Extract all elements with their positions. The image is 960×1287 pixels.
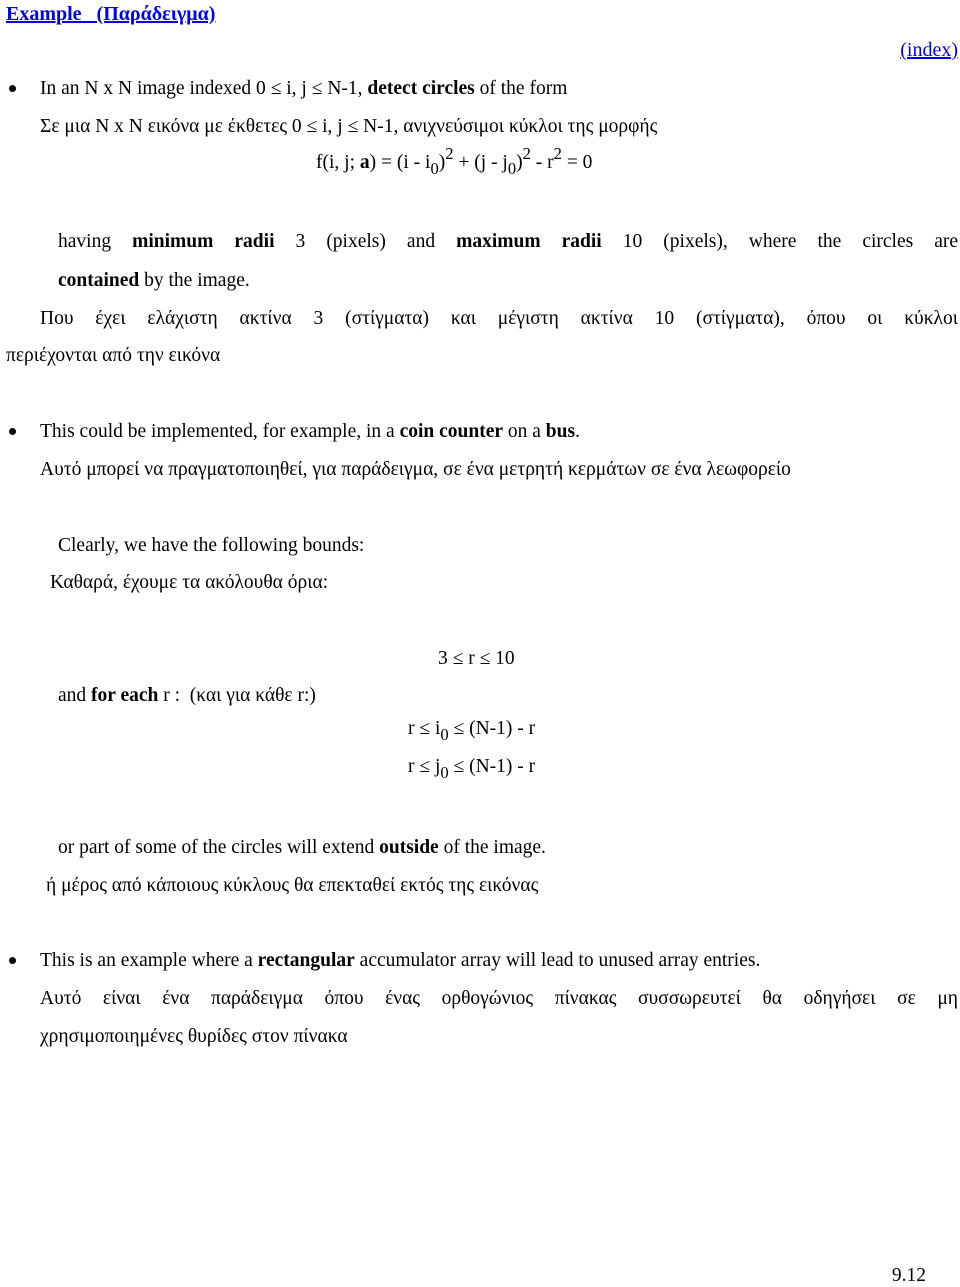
text: and bbox=[58, 685, 92, 706]
text: ≤ (N-1) - r bbox=[448, 718, 536, 739]
bold-term: outside bbox=[379, 837, 439, 858]
text: Σε μια N x N εικόνα με έκθετες 0 bbox=[40, 116, 307, 137]
le-symbol: ≤ bbox=[270, 78, 282, 99]
word: are bbox=[934, 231, 959, 252]
outside-statement-greek: ή μέρος από κάποιους κύκλους θα επεκταθεί εκτός της εικόνας bbox=[46, 875, 539, 896]
page-number: 9.12 bbox=[891, 1265, 926, 1286]
formula-superscript: 2 bbox=[445, 143, 454, 163]
formula-part: ) bbox=[438, 152, 446, 173]
word: 10 bbox=[622, 231, 643, 252]
bold-word: minimum bbox=[132, 231, 214, 252]
radii-greek-line-1: Που έχει ελάχιστη ακτίνα 3 (στίγματα) και μέγιστη ακτίνα 10 (στίγματα), όπου οι κύκλοι bbox=[40, 308, 958, 329]
bold-word: contained bbox=[58, 270, 140, 291]
index-link[interactable]: (index) bbox=[900, 39, 958, 61]
formula-part: + (j - j bbox=[453, 152, 508, 173]
i0-bound bbox=[408, 718, 536, 744]
text: r ≤ j bbox=[408, 756, 441, 777]
bold-term: rectangular bbox=[257, 950, 355, 971]
radii-line-2 bbox=[58, 271, 250, 291]
rectangular-accumulator-greek-2: χρησιμοποιημένες θυρίδες στον πίνακα bbox=[40, 1026, 348, 1047]
formula-part: f(i, j; bbox=[316, 152, 360, 173]
text: This could be implemented, for example, in a bbox=[40, 421, 400, 442]
bold-term: detect circles bbox=[367, 78, 475, 99]
radii-greek-line-2: περιέχονται από την εικόνα bbox=[6, 345, 221, 366]
circle-detection-statement-greek bbox=[40, 117, 657, 137]
formula-subscript: 0 bbox=[430, 158, 439, 178]
le-symbol: ≤ bbox=[347, 116, 359, 137]
text: i, j bbox=[281, 78, 312, 99]
word: and bbox=[406, 231, 436, 252]
bold-word: radii bbox=[234, 231, 275, 252]
coin-counter-statement-greek: Αυτό μπορεί να πραγματοποιηθεί, για παράδειγμα, σε ένα μετρητή κερμάτων σε ένα λεωφορείο bbox=[40, 459, 791, 480]
for-each-r bbox=[58, 686, 316, 706]
word: circles bbox=[862, 231, 914, 252]
bold-word: radii bbox=[561, 231, 602, 252]
bullet bbox=[9, 428, 16, 435]
text: . bbox=[575, 421, 580, 442]
rectangular-accumulator-statement bbox=[40, 951, 760, 971]
text: of the image. bbox=[438, 837, 546, 858]
rectangular-accumulator-greek-1: Αυτό είναι ένα παράδειγμα όπου ένας ορθογώνιος πίνακας συσσωρευτεί θα οδηγήσει σε μη bbox=[40, 988, 958, 1009]
text: on a bbox=[503, 421, 546, 442]
coin-counter-statement bbox=[40, 422, 580, 442]
formula-superscript: 2 bbox=[522, 143, 531, 163]
le-symbol: ≤ bbox=[311, 78, 323, 99]
subscript: 0 bbox=[440, 724, 449, 744]
bold-term: coin counter bbox=[399, 421, 504, 442]
word: (pixels) bbox=[326, 231, 386, 252]
le-symbol: ≤ bbox=[306, 116, 318, 137]
bold-term: bus bbox=[545, 421, 576, 442]
bounds-intro-greek: Καθαρά, έχουμε τα ακόλουθα όρια: bbox=[50, 572, 329, 593]
circle-formula bbox=[316, 143, 593, 178]
j0-bound bbox=[408, 756, 536, 782]
formula-superscript: 2 bbox=[553, 143, 562, 163]
text: of the form bbox=[474, 78, 568, 99]
formula-subscript: 0 bbox=[507, 158, 517, 178]
formula-part: ) bbox=[516, 152, 523, 173]
formula-part: = 0 bbox=[561, 152, 593, 173]
outside-statement bbox=[58, 838, 546, 858]
bold-term: for each bbox=[91, 685, 159, 706]
text: by the image. bbox=[139, 270, 250, 291]
bullet bbox=[9, 957, 16, 964]
text: accumulator array will lead to unused array entries. bbox=[354, 950, 761, 971]
text: r : (και για κάθε r:) bbox=[158, 685, 316, 706]
radius-bound: 3 ≤ r ≤ 10 bbox=[438, 648, 515, 669]
formula-part: ) = (i - i bbox=[369, 152, 431, 173]
word: having bbox=[58, 231, 112, 252]
formula-part: - r bbox=[530, 152, 554, 173]
text: N-1, ανιχνεύσιμοι κύκλοι της μορφής bbox=[358, 116, 658, 137]
circle-detection-statement bbox=[40, 79, 567, 99]
subscript: 0 bbox=[440, 762, 449, 782]
bullet bbox=[9, 85, 16, 92]
radii-line bbox=[58, 232, 958, 252]
word: 3 bbox=[295, 231, 306, 252]
text: N-1, bbox=[322, 78, 368, 99]
text: i, j bbox=[317, 116, 348, 137]
page-title-link[interactable]: Example (Παράδειγμα) bbox=[6, 3, 216, 25]
word: where bbox=[748, 231, 797, 252]
text: r ≤ i bbox=[408, 718, 441, 739]
formula-param: a bbox=[359, 152, 370, 173]
bold-word: maximum bbox=[456, 231, 541, 252]
bounds-intro: Clearly, we have the following bounds: bbox=[58, 535, 365, 556]
text: This is an example where a bbox=[40, 950, 258, 971]
word: (pixels), bbox=[663, 231, 728, 252]
text: In an N x N image indexed 0 bbox=[40, 78, 271, 99]
text: ≤ (N-1) - r bbox=[448, 756, 536, 777]
word: the bbox=[817, 231, 842, 252]
text: or part of some of the circles will extend bbox=[58, 837, 380, 858]
